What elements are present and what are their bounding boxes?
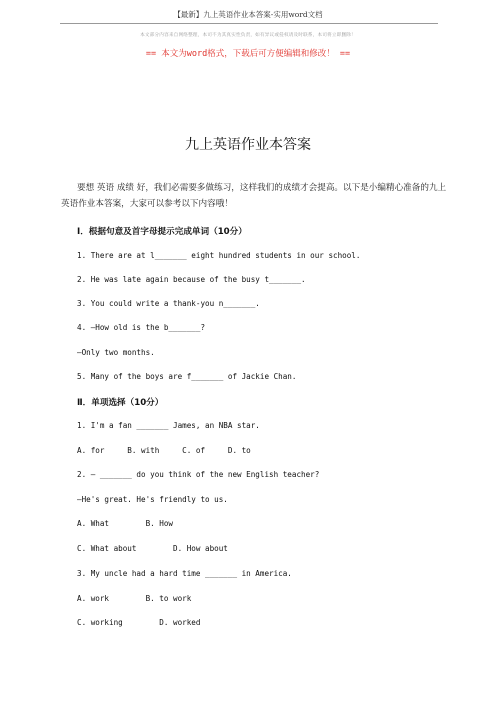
exercise-line: 2. — _______ do you think of the new English teacher? xyxy=(77,470,320,479)
header-divider xyxy=(60,23,438,24)
exercise-line: A. work B. to work xyxy=(77,594,192,603)
exercise-line: 4. —How old is the b_______? xyxy=(77,323,206,332)
exercise-line: C. working D. worked xyxy=(77,618,201,627)
exercise-line: —Only two months. xyxy=(77,348,155,357)
exercise-line: 3. You could write a thank-you n_______. xyxy=(77,299,260,308)
section-heading-2: Ⅱ．单项选择（10分） xyxy=(77,398,164,408)
exercise-line: C. What about D. How about xyxy=(77,544,228,553)
page-header-title: 【最新】九上英语作业本答案-实用word文档 xyxy=(173,10,323,19)
document-title: 九上英语作业本答案 xyxy=(185,137,311,153)
exercise-line: A. for B. with C. of D. to xyxy=(77,446,251,455)
disclaimer-text: 本文部分内容来自网络整理，本司不为其真实性负责，如有异议或侵权请及时联系，本司将立即删除！ xyxy=(140,33,356,38)
exercise-line: 5. Many of the boys are f_______ of Jackie Chan. xyxy=(77,372,297,381)
exercise-line: 2. He was late again because of the busy t_______. xyxy=(77,275,306,284)
exercise-line: 1. There are at l_______ eight hundred students in our school. xyxy=(77,251,361,260)
exercise-line: —He's great. He's friendly to us. xyxy=(77,495,228,504)
intro-paragraph: 要想 英语 成绩 好，我们必需要多做练习，这样我们的成绩才会提高。以下是小编精心准备的九上英语作业本答案，大家可以参考以下内容哦！ xyxy=(61,183,447,209)
exercise-line: 1. I'm a fan _______ James, an NBA star. xyxy=(77,421,260,430)
exercise-line: 3. My uncle had a hard time _______ in America. xyxy=(77,569,292,578)
section-heading-1: Ⅰ．根据句意及首字母提示完成单词（10分） xyxy=(77,227,247,237)
word-format-notice: == 本文为word格式，下载后可方便编辑和修改！ == xyxy=(145,49,351,59)
exercise-line: A. What B. How xyxy=(77,519,174,528)
